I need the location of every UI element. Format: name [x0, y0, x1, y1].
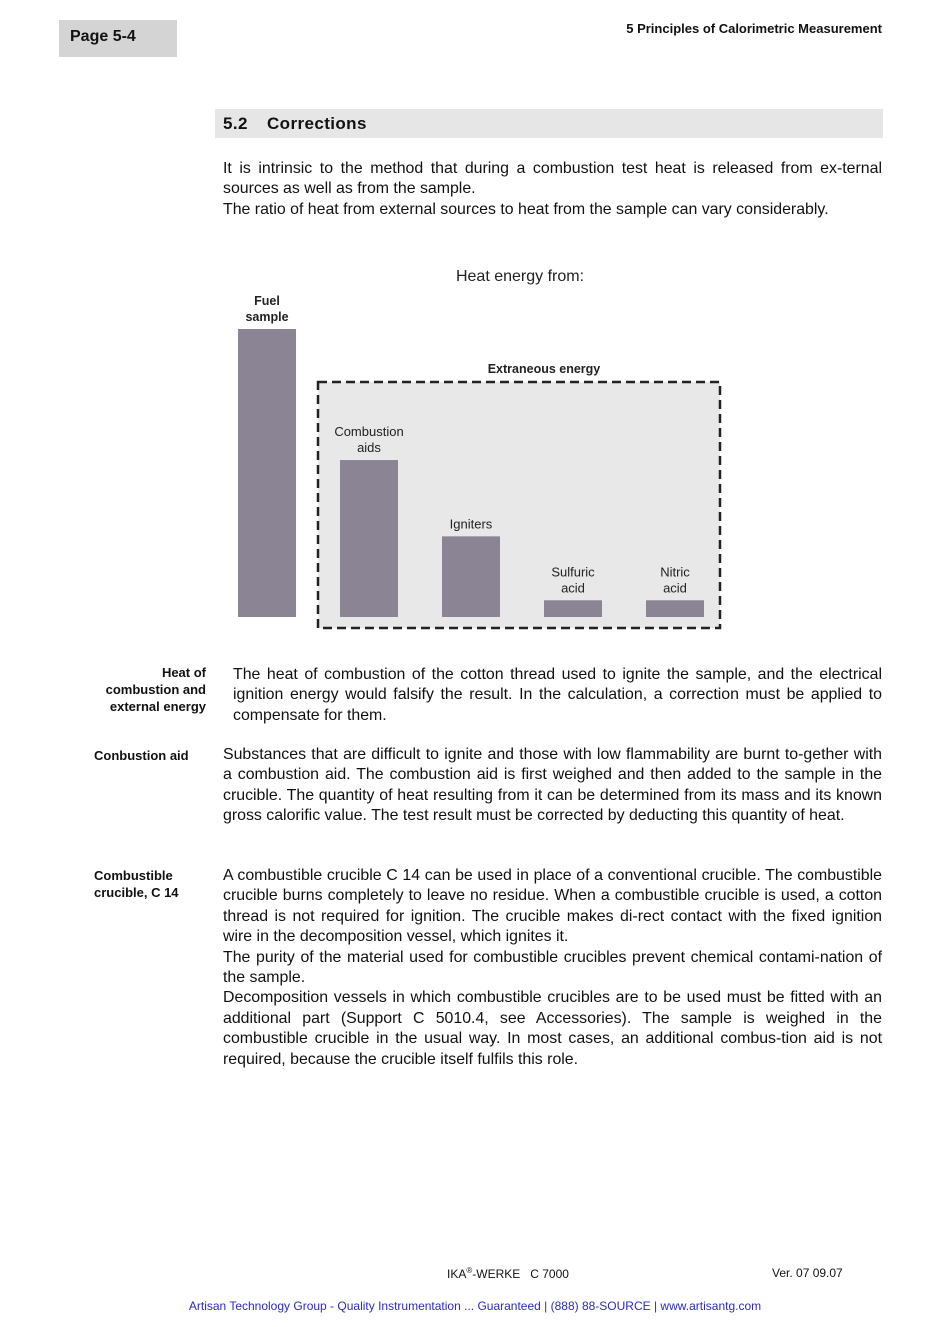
bar-nitric-acid: [646, 600, 704, 617]
side-label-line: crucible, C 14: [94, 885, 179, 900]
chapter-title: 5 Principles of Calorimetric Measurement: [626, 21, 882, 36]
side-label-line: Combustible: [94, 868, 173, 883]
bar-combustion-aids: [340, 460, 398, 617]
side-label-line: combustion and: [105, 682, 206, 697]
chart-title: Heat energy from:: [455, 268, 585, 285]
bar-label-sulfuric-acid: Sulfuric acid: [551, 564, 595, 596]
body-paragraph: A combustible crucible C 14 can be used in place of a conventional crucible. The combustible crucible burns completely to leave no residue. When a combustible crucible is used, a cotton thread is not required for ignition. The crucible makes di-rect contact with the fixed ignition wire in the decomposition vessel, which ignites it.: [223, 867, 882, 946]
extraneous-energy-label: Extraneous energy: [487, 362, 601, 376]
bar-label-igniters: Igniters: [449, 516, 493, 532]
footer-product: [447, 1266, 569, 1281]
body-paragraph: The purity of the material used for combustible crucibles prevent chemical contami-nation of the sample.: [223, 948, 882, 987]
footer-brand: IKA: [447, 1267, 467, 1281]
bar-label-fuel-sample: Fuel sample: [245, 294, 289, 324]
section-number: 5.2: [223, 114, 248, 133]
bar-sulfuric-acid: [544, 600, 602, 617]
heat-of-combustion-text: [233, 665, 882, 726]
side-label-line: Heat of: [161, 665, 206, 680]
footer-model: -WERKE C 7000: [472, 1267, 569, 1281]
side-label-line: external energy: [109, 699, 206, 714]
side-label-combustible-crucible: [94, 867, 179, 901]
section-title: Corrections: [267, 114, 367, 133]
intro-text: [223, 159, 882, 220]
intro-paragraph-2: The ratio of heat from external sources to heat from the sample can vary considerably.: [223, 200, 829, 218]
artisan-footer-link[interactable]: Artisan Technology Group - Quality Instrumentation ... Guaranteed | (888) 88-SOURCE | www.artisantg.com: [188, 1299, 762, 1313]
bar-igniters: [442, 536, 500, 617]
side-label-line: Conbustion aid: [94, 748, 189, 763]
body-paragraph: The heat of combustion of the cotton thread used to ignite the sample, and the electrical ignition energy would falsify the result. In the calculation, a correction must be applied to compensate for them.: [233, 666, 882, 724]
combustible-crucible-text: [223, 866, 882, 1070]
bar-fuel-sample: [238, 329, 296, 617]
footer-version: Ver. 07 09.07: [772, 1266, 843, 1280]
body-paragraph: Decomposition vessels in which combustible crucibles are to be used must be fitted with an additional part (Support C 5010.4, see Accessories). The sample is weighed in the combustible crucible in the usual way. In most cases, an additional combus-tion aid is not required, because the crucible itself fulfils this role.: [223, 989, 882, 1068]
body-paragraph: Substances that are difficult to ignite and those with low flammability are burnt to-gether with a combustion aid. The combustion aid is first weighed and then added to the sample in the crucible. The quantity of heat resulting from it can be determined from its mass and its known gross calorific value. The test result must be corrected by deducting this quantity of heat.: [223, 746, 882, 825]
page-number-tag: [59, 20, 177, 57]
intro-paragraph-1: It is intrinsic to the method that during a combustion test heat is released from ex-ternal sources as well as from the sample.: [223, 160, 882, 198]
bar-label-combustion-aids: Combustion aids: [334, 424, 404, 456]
side-label-combustion-aid: [94, 747, 189, 764]
bar-label-nitric-acid: Nitric acid: [660, 564, 690, 596]
combustion-aid-text: [223, 745, 882, 827]
section-heading: [215, 109, 883, 138]
registered-mark: ®: [466, 1266, 473, 1275]
page-number: Page 5-4: [70, 28, 136, 45]
side-label-heat-of-combustion: [106, 664, 206, 715]
heat-energy-chart: [228, 250, 728, 645]
